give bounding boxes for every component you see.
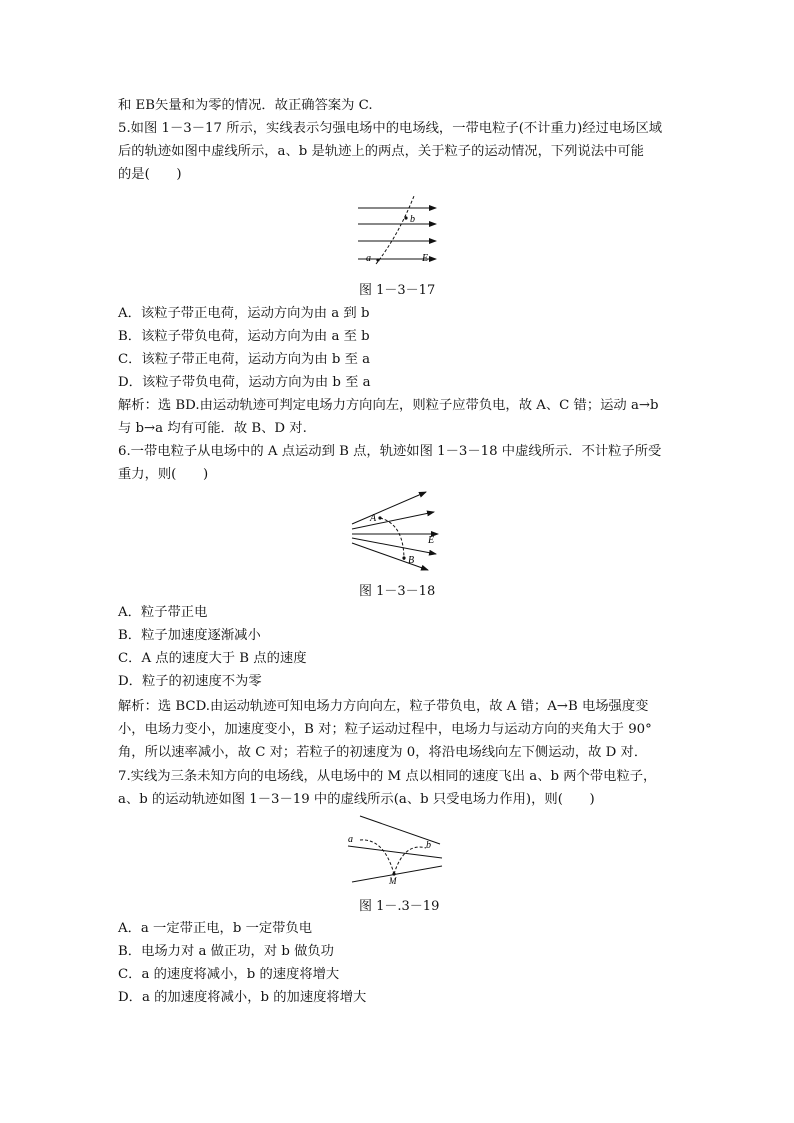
option-d: D．粒子的初速度不为零 (118, 674, 262, 689)
field-line (352, 538, 436, 554)
label-a: a (348, 834, 353, 845)
option-a: A．a 一定带正电，b 一定带负电 (118, 921, 313, 936)
analysis-line: 小，电场力变小，加速度变小，B 对；粒子运动过程中，电场力与运动方向的夹角大于 90° (118, 722, 652, 737)
field-line (352, 512, 434, 529)
option-c: C．a 的速度将减小，b 的速度将增大 (118, 967, 340, 982)
option-c: C．该粒子带正电荷，运动方向为由 b 至 a (118, 352, 371, 367)
figure-caption: 图 1－3－17 (359, 283, 436, 298)
figure-1-3-18 (346, 488, 446, 574)
text-line: a、b 的运动轨迹如图 1－3－19 中的虚线所示(a、b 只受电场力作用)，则( ) (118, 792, 595, 807)
trajectory-a (360, 840, 394, 874)
question-7-stem: 7.实线为三条未知方向的电场线，从电场中的 M 点以相同的速度飞出 a、b 两个带电粒子， (118, 769, 657, 784)
label-E: E (422, 253, 429, 264)
figure-caption: 图 1－.3－19 (359, 899, 440, 914)
question-6-stem: 6.一带电粒子从电场中的 A 点运动到 B 点，轨迹如图 1－3－18 中虚线所示．不计粒子所受 (118, 444, 662, 459)
option-b: B．该粒子带负电荷，运动方向为由 a 至 b (118, 329, 370, 344)
trajectory-dashed (376, 196, 414, 264)
analysis-line: 与 b→a 均有可能．故 B、D 对. (118, 421, 307, 436)
field-line (352, 543, 428, 570)
label-a: a (366, 253, 371, 264)
label-b: b (426, 840, 431, 851)
analysis-line: 角，所以速率减小，故 C 对；若粒子的初速度为 0，将沿电场线向左下侧运动，故 D 对． (118, 745, 648, 760)
analysis-line: 解析：选 BCD.由运动轨迹可知电场力方向向左，粒子带负电，故 A 错；A→B 电场强度变 (118, 699, 649, 714)
option-b: B．电场力对 a 做正功，对 b 做负功 (118, 944, 334, 959)
text-line: 重力，则( ) (118, 467, 209, 482)
figure-caption: 图 1－3－18 (359, 584, 436, 599)
field-line (352, 866, 442, 882)
figure-1-3-19 (342, 812, 446, 886)
option-d: D．该粒子带负电荷，运动方向为由 b 至 a (118, 375, 371, 390)
text-line: 后的轨迹如图中虚线所示，a、b 是轨迹上的两点，关于粒子的运动情况，下列说法中可能 (118, 144, 644, 159)
text-line: 的是( ) (118, 167, 182, 182)
question-5-stem: 5.如图 1－3－17 所示，实线表示匀强电场中的电场线，一带电粒子(不计重力)经过电场区域 (118, 121, 663, 136)
figure-1-3-17 (352, 196, 444, 270)
option-c: C．A 点的速度大于 B 点的速度 (118, 651, 307, 666)
label-B: B (408, 555, 415, 566)
field-line (352, 492, 426, 524)
label-M: M (389, 876, 397, 886)
label-b: b (410, 214, 415, 225)
option-a: A．该粒子带正电荷，运动方向为由 a 到 b (118, 306, 370, 321)
option-b: B．粒子加速度逐渐减小 (118, 628, 261, 643)
analysis-line: 解析：选 BD.由运动轨迹可判定电场力方向向左，则粒子应带负电，故 A、C 错；运动 a→b (118, 398, 659, 413)
label-E: E (428, 535, 435, 546)
text-line: 和 EB矢量和为零的情况．故正确答案为 C. (118, 98, 373, 113)
label-A: A (370, 513, 377, 524)
option-d: D．a 的加速度将减小，b 的加速度将增大 (118, 990, 367, 1005)
option-a: A．粒子带正电 (118, 605, 208, 620)
